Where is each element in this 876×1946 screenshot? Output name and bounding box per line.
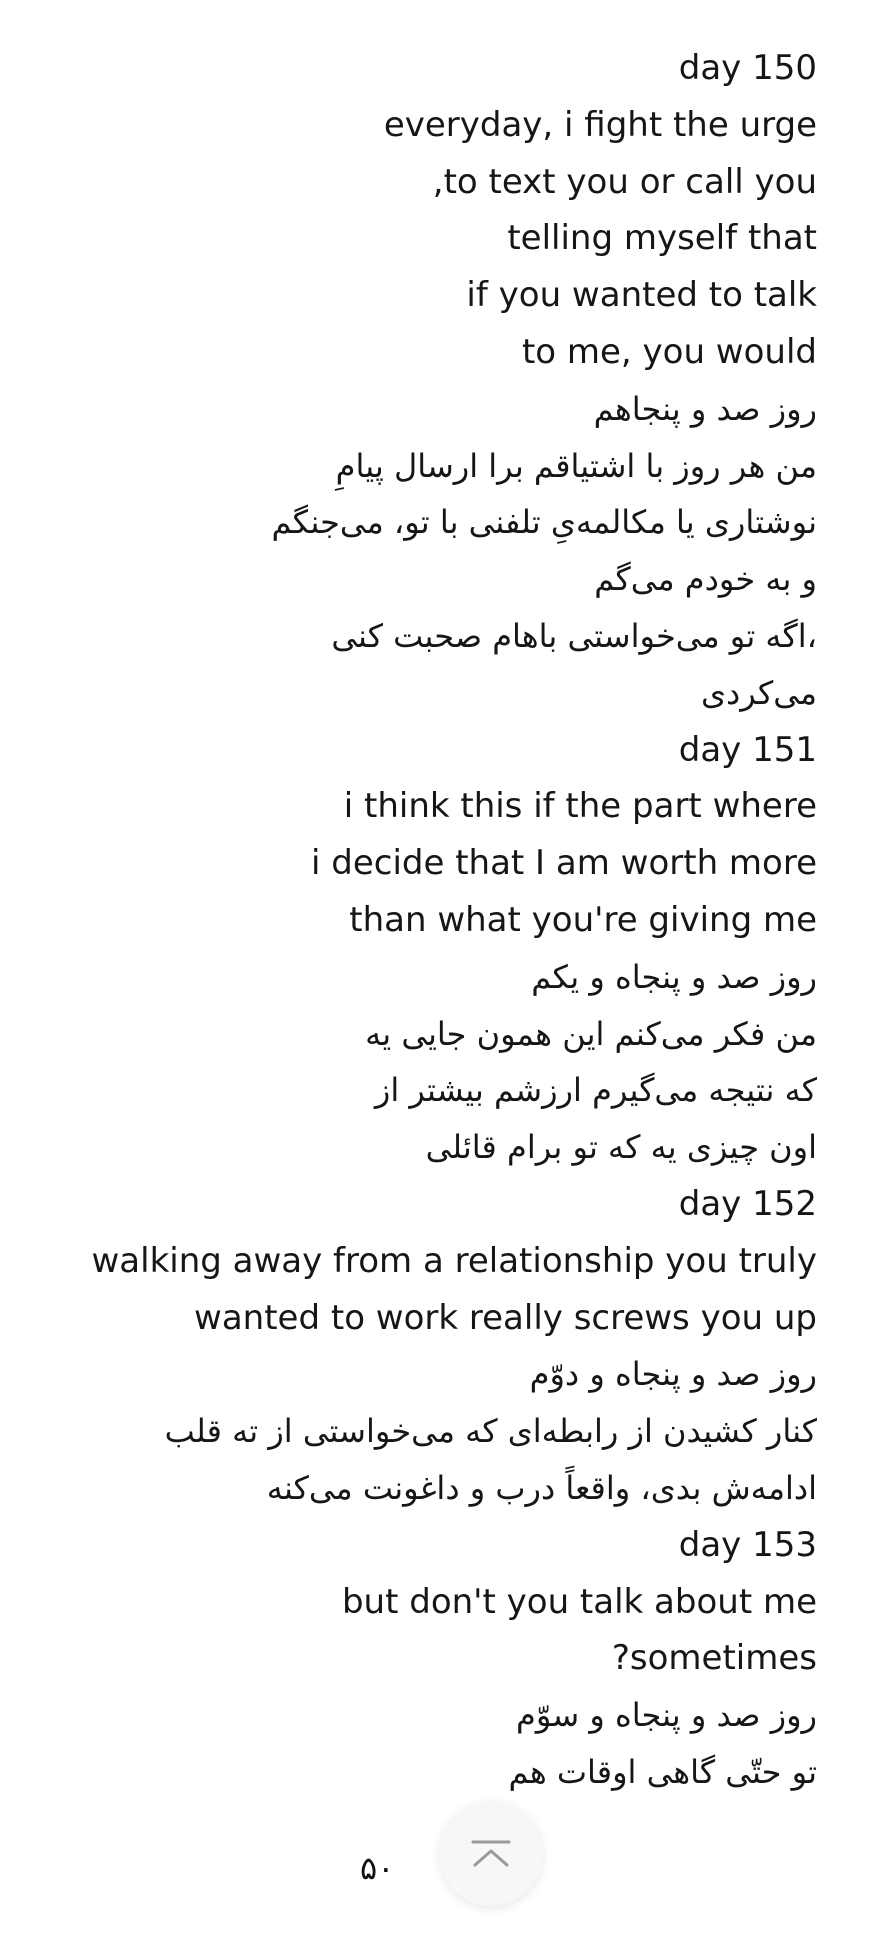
text-line: که نتیجه می‌گیرم ارزشم بیشتر از	[374, 1071, 817, 1110]
text-line: than what you're giving me	[349, 899, 817, 940]
text-line: wanted to work really screws you up	[194, 1297, 817, 1338]
text-line: ?sometimes	[611, 1638, 817, 1679]
poem-text	[17, 40, 817, 1801]
text-line: ادامه‌ش بدی، واقعاً درب و داغونت می‌کنه	[266, 1468, 817, 1507]
text-line: ,to text you or call you	[432, 161, 817, 202]
text-line: و به خودم می‌گم	[594, 560, 817, 599]
text-line: کنار کشیدن از رابطه‌ای که می‌خواستی از ته قلب	[164, 1412, 817, 1451]
text-line: تو حتّی گاهی اوقات هم	[508, 1752, 817, 1791]
text-line: if you wanted to talk	[466, 275, 817, 316]
text-line: i decide that I am worth more	[311, 843, 817, 884]
text-line: day 151	[678, 729, 817, 770]
text-line: to me, you would	[521, 331, 817, 372]
text-line: اون چیزی یه که تو برام قائلی	[425, 1128, 817, 1167]
text-line: walking away from a relationship you truly	[91, 1240, 817, 1281]
text-line: روز صد و پنجاه و سوّم	[516, 1696, 817, 1735]
scroll-to-top-button[interactable]	[439, 1802, 543, 1906]
text-line: everyday, i fight the urge	[383, 104, 817, 145]
text-line: day 150	[678, 48, 817, 88]
page-number: ۵۰	[360, 1849, 395, 1887]
text-line: من فکر می‌کنم این همون جایی یه	[365, 1014, 817, 1053]
text-line: اگه تو می‌خواستی باهام صحبت کنی،	[331, 616, 817, 655]
text-line: day 152	[678, 1183, 817, 1224]
text-line: روز صد و پنجاهم	[593, 389, 817, 428]
text-line: می‌کردی	[701, 673, 817, 712]
text-line: telling myself that	[507, 218, 817, 259]
text-line: روز صد و پنجاه و یکم	[531, 957, 817, 996]
text-line: من هر روز با اشتیاقم برا ارسال پیامِ	[335, 446, 817, 485]
text-line: i think this if the part where	[343, 786, 817, 827]
text-line: نوشتاری یا مکالمه‌یِ تلفنی با تو، می‌جنگم	[271, 503, 817, 542]
text-line: but don't you talk about me	[341, 1581, 817, 1622]
text-line: روز صد و پنجاه و دوّم	[529, 1355, 817, 1394]
text-line: day 153	[678, 1524, 817, 1565]
chevron-up-bar-icon	[469, 1839, 513, 1869]
